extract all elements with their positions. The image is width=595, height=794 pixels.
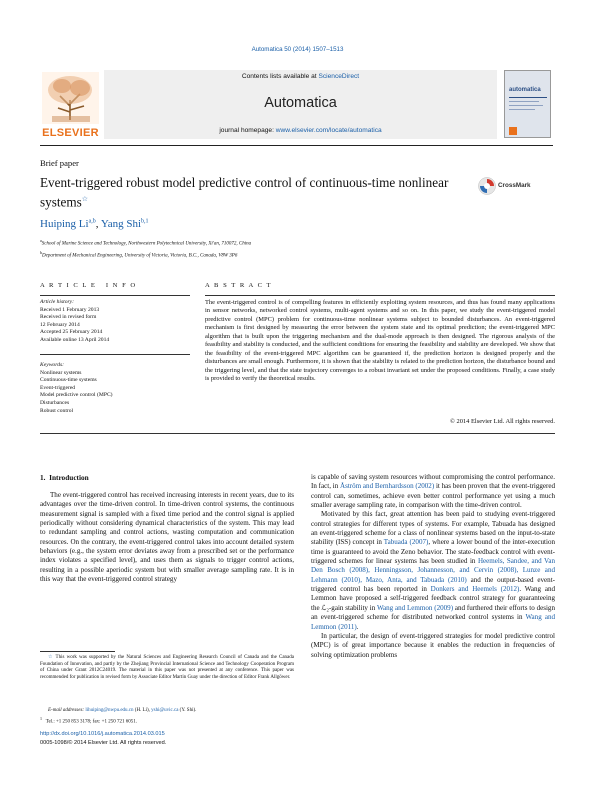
intro-paragraph bbox=[311, 473, 555, 510]
journal-title: Automatica bbox=[264, 95, 337, 111]
cover-line bbox=[509, 101, 539, 102]
citation-link[interactable]: Wang and Lemmon (2009) bbox=[376, 603, 454, 612]
intro-paragraph: The event-triggered control has received increasing interests in recent years, due to its advantages over the time-driven control. In time-driven control systems, the continuous measurement signal is sampled with a fixed time period and the control signal is applied periodically without considering dynamical characteristics of the system. This may lead to redundant sampling and control actions, wasting computation and communication resources. On the contrary, the event-triggered control takes into account detailed system behaviors (e.g., the system error deviates away from a prescribed set or the performance index violates a specified level), and uses them as signals to trigger control actions, resulting in a possible aperiodic system but with smaller average sampling rate. It is in this way that the event-triggered control strategy bbox=[40, 491, 294, 584]
cover-rule bbox=[509, 97, 547, 98]
citation-link[interactable]: Wang and Lemmon (2011) bbox=[311, 613, 555, 631]
footnote-rule bbox=[40, 651, 115, 652]
email-owner: (H. Li), bbox=[133, 708, 152, 713]
citation-link[interactable]: Automatica 50 (2014) 1507–1513 bbox=[251, 46, 344, 53]
article-title bbox=[40, 175, 470, 210]
text-run: . bbox=[356, 622, 359, 631]
info-rule bbox=[40, 354, 190, 355]
author-name[interactable]: Yang Shi bbox=[100, 218, 142, 230]
keyword: Continuous-time systems bbox=[40, 377, 97, 384]
info-rule bbox=[40, 295, 190, 296]
keywords-label: Keywords: bbox=[40, 362, 65, 368]
keyword: Model predictive control (MPC) bbox=[40, 392, 113, 399]
email-link[interactable]: yshi@uvic.ca bbox=[151, 708, 179, 713]
journal-header bbox=[104, 70, 497, 139]
email-footnote bbox=[48, 708, 294, 715]
issn-line: 0005-1098/© 2014 Elsevier Ltd. All rights reserved. bbox=[40, 740, 167, 746]
cover-badge bbox=[509, 127, 517, 135]
text-run: . Wang and Lemmon have proposed a self-triggered feedback control strategy for guaranteeing the ℒ₂-gain stability in bbox=[311, 585, 555, 612]
author-sup[interactable]: b,1 bbox=[141, 218, 149, 225]
title-footnote-mark[interactable]: ☆ bbox=[81, 195, 89, 203]
affiliation-text: Department of Mechanical Engineering, University of Victoria, Victoria, B.C., Canada, V8W 3P6 bbox=[42, 253, 238, 259]
author-sup[interactable]: a,b bbox=[88, 218, 96, 225]
keywords bbox=[40, 362, 190, 415]
keyword: Nonlinear systems bbox=[40, 369, 82, 376]
history-item: 12 February 2014 bbox=[40, 321, 80, 328]
article-info-heading: A R T I C L E I N F O bbox=[40, 282, 137, 289]
publisher-name: ELSEVIER bbox=[42, 127, 99, 139]
footnote-mark: 1 bbox=[40, 716, 42, 721]
text-run: is capable of saving system resources without compromising the control performance. In fact, in bbox=[311, 473, 555, 491]
affiliation-b bbox=[40, 250, 560, 260]
citation-link[interactable]: Heemels, Sandee, and Van Den Bosch (2008), Henningsson, Johannesson, and Cervin (2008), Lunze and Lehmann (2010), Mazo, Anta, and Tabuada (2010) bbox=[311, 557, 555, 584]
history-item: Received in revised form bbox=[40, 314, 97, 321]
text-run: and the output-based event-triggered control has been reported in bbox=[311, 575, 555, 594]
section-rule bbox=[40, 433, 555, 434]
footnote-mark[interactable]: ☆ bbox=[48, 655, 54, 660]
contents-prefix: Contents lists available at bbox=[241, 73, 319, 80]
footnote-text: This work was supported by the Natural Sciences and Engineering Research Council of Canada and the Canada Foundation of Innovation, and partly by the Zhejiang Provincial International Science and Technology Cooperation Program of China under Grant 2012C24019. The material in this paper was not presented at any conference. This paper was recommended for publication in revised form by Associate Editor Martin Guay under the direction of Editor Frank Allgöwer. bbox=[40, 655, 294, 680]
text-run: and furthered their efforts to design an event-triggered scheme for distributed networked control systems in bbox=[311, 603, 555, 622]
keyword: Event-triggered bbox=[40, 384, 76, 391]
abstract-text: The event-triggered control is of compelling features in efficiently exploiting system resources, and thus has found many applications in sensor networks, networked control systems, multi-agent systems and so on. In this paper, we study the event-triggered model predictive control (MPC) problem for continuous-time nonlinear systems subject to bounded disturbances. An event-triggered mechanism is first designed by measuring the error between the system state and its optimal prediction; the event-triggered MPC algorithm that is built upon the triggering mechanism and the dual-mode approach is then designed. The rigorous analysis of the feasibility and stability is conducted, and the sufficient conditions for ensuring the feasibility and stability are developed. We show that the feasibility of the event-triggered MPC algorithm can be guaranteed if, the prediction horizon is designed properly and the disturbances are small enough. Furthermore, it is shown that the stability is related to the prediction horizon, the disturbance bound and the triggering level, and that the state trajectory converges to a robust invariant set under the proposed conditions. Finally, a case study is provided to verify the theoretical results. bbox=[205, 299, 555, 383]
citation-link[interactable]: Åström and Bernhardsson (2002) bbox=[340, 482, 435, 491]
journal-cover bbox=[504, 70, 551, 138]
funding-footnote bbox=[40, 655, 294, 681]
tel-footnote bbox=[40, 716, 294, 726]
citation-link[interactable]: Tabuada (2007) bbox=[383, 538, 429, 547]
intro-paragraph bbox=[311, 510, 555, 631]
doi-link[interactable]: http://dx.doi.org/10.1016/j.automatica.2014.03.015 bbox=[40, 731, 165, 737]
homepage-line bbox=[104, 127, 497, 134]
contents-line bbox=[104, 73, 497, 80]
history-label: Article history: bbox=[40, 299, 75, 305]
sciencedirect-link[interactable]: ScienceDirect bbox=[318, 73, 360, 80]
cover-title: automatica bbox=[509, 87, 541, 93]
article-history bbox=[40, 299, 190, 345]
text-run: , where a lower bound of the inter-execution time is guaranteed to avoid the Zeno behavior. The state-feedback control with event-triggered schemes for linear systems has been studied in bbox=[311, 538, 555, 566]
crossmark-label: CrossMark bbox=[498, 182, 531, 189]
history-item: Received 1 February 2013 bbox=[40, 306, 100, 313]
author-list bbox=[40, 218, 149, 230]
email-link[interactable]: lihuiping@nwpu.edu.cn bbox=[85, 708, 134, 713]
abstract-rule bbox=[205, 295, 555, 296]
history-item: Available online 13 April 2014 bbox=[40, 336, 110, 343]
affiliation-sup: b bbox=[40, 250, 42, 255]
history-item: Accepted 25 February 2014 bbox=[40, 329, 103, 336]
citation-link[interactable]: Donkers and Heemels (2012) bbox=[430, 585, 520, 594]
text-run: it has been proven that the event-triggered control can, sometimes, achieve even better control performance yet using a much smaller average sampling rate, in comparison with the time-driven control. bbox=[311, 482, 556, 510]
keyword: Disturbances bbox=[40, 399, 70, 406]
abstract-copyright: © 2014 Elsevier Ltd. All rights reserved. bbox=[449, 418, 555, 425]
article-type: Brief paper bbox=[40, 158, 79, 168]
homepage-link[interactable]: www.elsevier.com/locate/automatica bbox=[275, 127, 382, 134]
article-title-text: Event-triggered robust model predictive control of continuous-time nonlinear systems bbox=[40, 175, 449, 210]
homepage-prefix: journal homepage: bbox=[219, 127, 276, 134]
affiliation-a bbox=[40, 238, 560, 248]
abstract-heading: A B S T R A C T bbox=[205, 282, 273, 289]
cover-line bbox=[509, 105, 543, 106]
intro-paragraph: In particular, the design of event-triggered strategies for model predictive control (MPC) is of great importance because it enables the reduction in frequencies of solving optimization problems bbox=[311, 631, 555, 659]
affiliation-sup: a bbox=[40, 238, 42, 243]
crossmark-badge[interactable] bbox=[478, 177, 538, 195]
cover-line bbox=[509, 109, 535, 110]
intro-right-column bbox=[311, 473, 555, 660]
crossmark-icon bbox=[478, 177, 496, 195]
keyword: Robust control bbox=[40, 407, 74, 414]
header-rule bbox=[40, 145, 553, 146]
email-owner: (Y. Shi). bbox=[178, 708, 197, 713]
tel-text: Tel.: +1 250 853 3178; fax: +1 250 721 6051. bbox=[45, 719, 138, 725]
author-name[interactable]: Huiping Li bbox=[40, 218, 89, 230]
email-label: E-mail addresses: bbox=[48, 708, 86, 713]
section-heading: 1. Introduction bbox=[40, 473, 89, 482]
elsevier-logo bbox=[40, 70, 101, 140]
author-sep: , bbox=[95, 218, 101, 230]
affiliation-text: School of Marine Science and Technology, Northwestern Polytechnical University, Xi'an, 710072, China bbox=[41, 241, 252, 247]
text-run: Motivated by this fact, great attention has been paid to studying event-triggered control strategies for different types of systems. For example, Tabuada has designed an event-triggered scheme for a class of nonlinear systems based on the input-to-state stability (ISS) concept in bbox=[311, 510, 555, 547]
